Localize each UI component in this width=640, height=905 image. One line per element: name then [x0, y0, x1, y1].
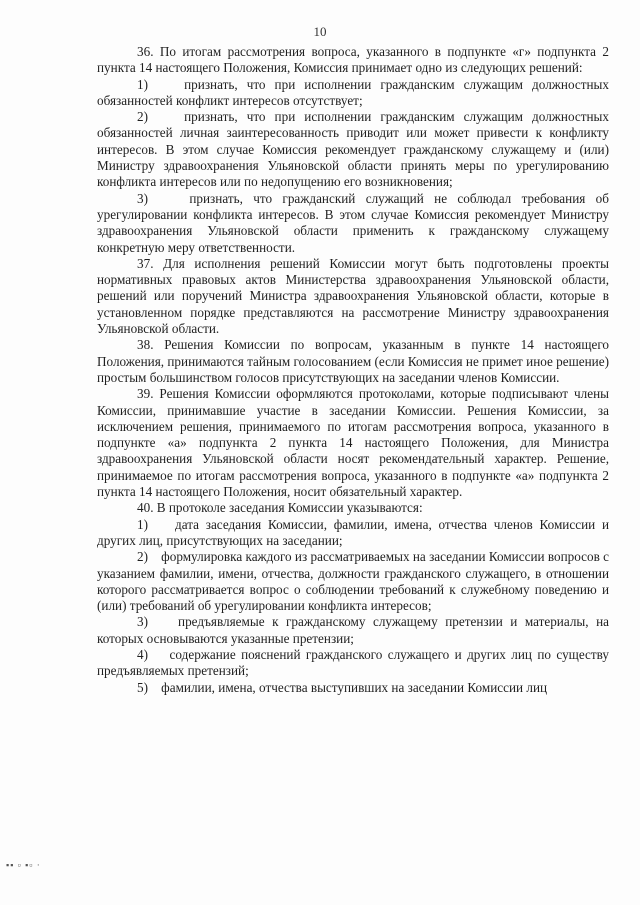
paragraph-37: 37. Для исполнения решений Комиссии могут быть подготовлены проекты нормативных правовых актов Министерства здравоохранения Ульяновской области, решений или поручений Министра здравоохранения Ульяновской области, которые в установленном порядке представляются на рассмотрение Министру здравоохранения Ульяновской области. — [97, 255, 609, 337]
paragraph-39: 39. Решения Комиссии оформляются протоколами, которые подписывают члены Комиссии, принимавшие участие в заседании Комиссии. Решения Комиссии, за исключением решения, принимаемого по итогам рассмотрения вопроса, указанного в подпункте «а» подпункта 2 пункта 14 настоящего Положения, для Министра здравоохранения Ульяновской области носят рекомендательный характер. Решение, принимаемое по итогам рассмотрения вопроса, указанного в подпункте «а» подпункта 2 пункта 14 настоящего Положения, носит обязательный характер. — [97, 386, 609, 500]
paragraph-36-item-3: 3) признать, что гражданский служащий не соблюдал требования об урегулировании конфликта интересов. В этом случае Комиссия рекомендует Министру здравоохранения Ульяновской области применить к гражданскому служащему конкретную меру ответственности. — [97, 190, 609, 255]
paragraph-36: 36. По итогам рассмотрения вопроса, указанного в подпункте «г» подпункта 2 пункта 14 настоящего Положения, Комиссия принимает одно из следующих решений: — [97, 44, 609, 76]
scan-artifact-mark: ▪▪ ▫ ▪▫ · — [6, 860, 41, 870]
paragraph-40-item-3: 3) предъявляемые к гражданскому служащему претензии и материалы, на которых основываются указанные претензии; — [97, 614, 609, 646]
page-number: 10 — [313, 24, 327, 39]
document-body — [97, 44, 609, 696]
paragraph-40-item-4: 4) содержание пояснений гражданского служащего и других лиц по существу предъявляемых претензий; — [97, 646, 609, 679]
paragraph-36-item-1: 1) признать, что при исполнении гражданским служащим должностных обязанностей конфликт интересов отсутствует; — [97, 76, 609, 108]
paragraph-40-item-2: 2) формулировка каждого из рассматриваемых на заседании Комиссии вопросов с указанием фамилии, имени, отчества, должности гражданского служащего, в отношении которого рассматривается вопрос о соблюдении требований к служебному поведению и (или) требований об урегулировании конфликта интересов; — [97, 549, 609, 614]
paragraph-36-item-2: 2) признать, что при исполнении гражданским служащим должностных обязанностей личная заинтересованность приводит или может привести к конфликту интересов. В этом случае Комиссия рекомендует гражданскому служащему и (или) Министру здравоохранения Ульяновской области принять меры по урегулированию конфликта интересов или по недопущению его возникновения; — [97, 109, 609, 190]
paragraph-40-item-5: 5) фамилии, имена, отчества выступивших на заседании Комиссии лиц — [137, 679, 548, 695]
paragraph-40: 40. В протоколе заседания Комиссии указываются: — [137, 500, 423, 516]
paragraph-40-item-1: 1) дата заседания Комиссии, фамилии, имена, отчества членов Комиссии и других лиц, присутствующих на заседании; — [97, 516, 609, 548]
paragraph-38: 38. Решения Комиссии по вопросам, указанным в пункте 14 настоящего Положения, принимаются тайным голосованием (если Комиссия не примет иное решение) простым большинством голосов присутствующих на заседании членов Комиссии. — [97, 337, 609, 385]
